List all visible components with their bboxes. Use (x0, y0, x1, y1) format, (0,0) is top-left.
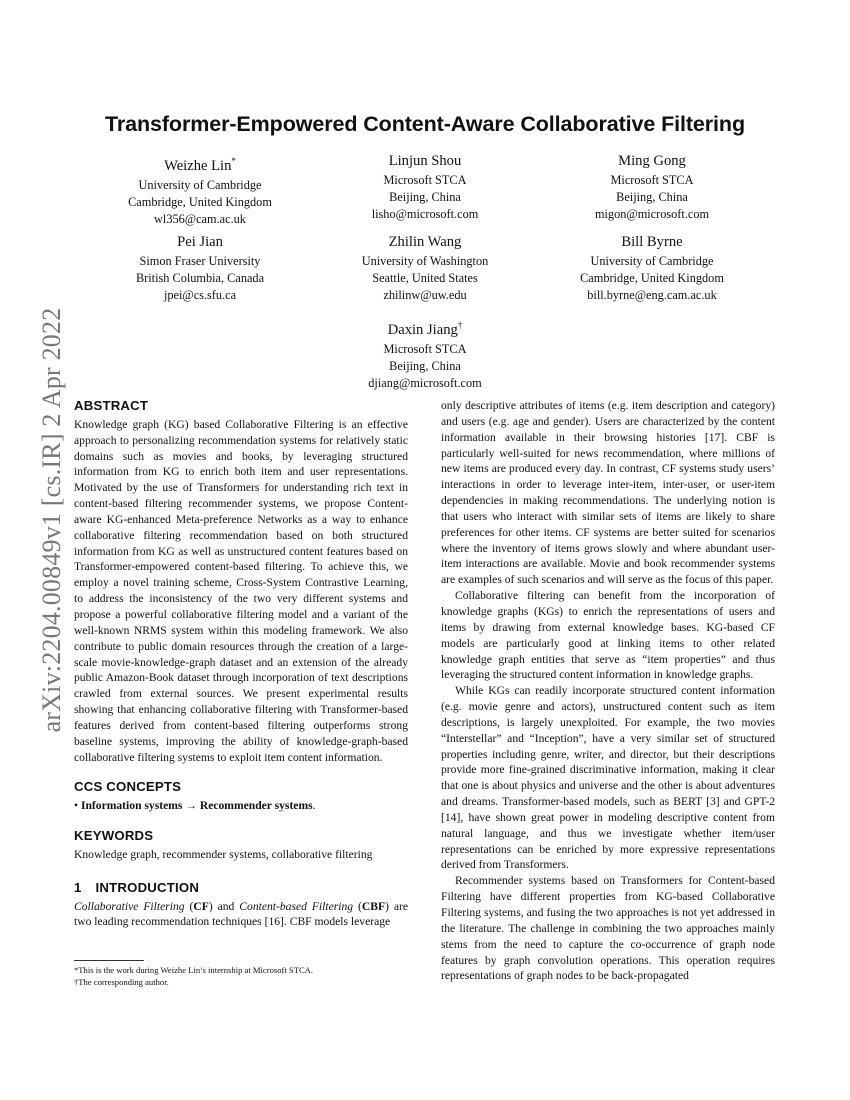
abstract-heading: ABSTRACT (74, 398, 149, 413)
paragraph: Recommender systems based on Transformers for Content-based Filtering have different properties from KG-based Collaborative Filtering systems, and fusing the two approaches is not yet addressed in the literature. The challenge in combining the two approaches mainly stems from the need to capture the co-occurrence of graph node features by graph convolution operations. This operation requires representations of graph nodes to be back-propagated (441, 874, 775, 983)
arxiv-identifier: arXiv:2204.00849v1 [cs.IR] 2 Apr 2022 (37, 307, 66, 733)
author-email[interactable]: jpei@cs.sfu.ca (163, 288, 237, 302)
author-name: Ming Gong (618, 153, 686, 169)
footnote: *This is the work during Weizhe Lin’s internship at Microsoft STCA. (74, 965, 314, 975)
author-affiliation: University of Cambridge (138, 177, 262, 192)
author-affiliation: Microsoft STCA (383, 341, 467, 356)
keywords-heading: KEYWORDS (74, 828, 154, 844)
paragraph: Collaborative filtering can benefit from the incorporation of knowledge graphs (KGs) to enrich the representations of users and items by drawing from external knowledge bases. KG-based CF models are particularly good at linking items to other related knowledge graph entities that serve as “item properties” and thus leveraging the structured content information in knowledge graphs. (441, 589, 775, 682)
ccs-left: Information systems (80, 799, 183, 813)
paragraph: only descriptive attributes of items (e.g. item description and category) and users (e.g. age and gender). Users are characterized by the content information available in their browsing histories [17]. CBF is particularly well-suited for news recommendation, where millions of new items are produced every day. In contrast, CF systems study users’ interactions in order to leverage inter-item, inter-user, or user-item dependencies in making recommendations. The underlying notion is that users who interact with similar sets of items are likely to share preferences for other items. CF systems are better suited for scenarios where the inventory of items grows slowly and where abundant user-item interactions are available. Movie and book recommender systems are examples of such scenarios and will serve as the focus of this paper. (441, 399, 775, 587)
author-email[interactable]: bill.byrne@eng.cam.ac.uk (587, 288, 717, 302)
author-location: Cambridge, United Kingdom (580, 271, 724, 285)
bullet: • (74, 799, 79, 813)
author-email[interactable]: djiang@microsoft.com (368, 375, 482, 390)
author-affiliation: Microsoft STCA (383, 173, 467, 187)
author-affiliation: University of Washington (361, 254, 489, 268)
author-block (305, 233, 545, 304)
author-name: Daxin Jiang† (387, 320, 463, 338)
author-location: British Columbia, Canada (135, 271, 265, 285)
left-column (74, 398, 408, 930)
author-block (80, 233, 320, 304)
footnote-rule (74, 960, 144, 961)
author-email[interactable]: wl356@cam.ac.uk (154, 211, 246, 226)
author-location: Beijing, China (389, 190, 461, 204)
paragraph: While KGs can readily incorporate structured content information (e.g. movie genre and actors), unstructured content such as item descriptions, is largely unexploited. For example, the two movies “Interstellar” and “Inception”, have a very similar set of structured properties including genre, writer, and director, but their descriptions provide more fine-grained discriminative information, making it clear that one is about physics and universe and the other is about adventures and dreams. Transformer-based models, such as BERT [3] and GPT-2 [14], have shown great power in modeling descriptive content from natural language, and thus we investigate whether item/user representations can be enriched by more expressive representations derived from Transformers. (441, 684, 775, 872)
intro-paragraph: Collaborative Filtering (CF) and Content-based Filtering (CBF) are two leading recommendation techniques [16]. CBF models leverage (74, 899, 409, 929)
author-name: Bill Byrne (621, 234, 683, 250)
paper-title: Transformer-Empowered Content-Aware Collaborative Filtering (104, 112, 745, 136)
author-name: Weizhe Lin* (164, 156, 236, 174)
author-location: Beijing, China (389, 358, 461, 373)
author-location: Cambridge, United Kingdom (128, 194, 272, 209)
author-affiliation: Microsoft STCA (610, 173, 694, 187)
ccs-concepts: • Information systems → Recommender systems. (74, 799, 316, 813)
ccs-heading: CCS CONCEPTS (74, 779, 182, 795)
author-block (80, 152, 320, 228)
author-affiliation: Simon Fraser University (139, 254, 261, 268)
ccs-right: Recommender systems (199, 799, 313, 813)
introduction-heading: 1 INTRODUCTION (74, 879, 200, 895)
footnote: †The corresponding author. (74, 977, 169, 987)
right-column (441, 398, 775, 984)
affiliation-mark: † (457, 320, 463, 330)
author-name: Zhilin Wang (388, 234, 462, 250)
author-name: Linjun Shou (388, 153, 462, 169)
author-location: Seattle, United States (372, 271, 478, 285)
author-email[interactable]: lisho@microsoft.com (371, 207, 479, 221)
author-block (532, 233, 772, 304)
author-block (305, 316, 545, 392)
arrow-icon: → (185, 799, 197, 813)
keywords-text: Knowledge graph, recommender systems, collaborative filtering (74, 847, 373, 861)
author-email[interactable]: zhilinw@uw.edu (383, 288, 467, 302)
author-name: Pei Jian (177, 234, 223, 250)
author-block (305, 152, 545, 223)
footnotes (74, 960, 414, 988)
author-block (532, 152, 772, 223)
author-location: Beijing, China (616, 190, 688, 204)
author-affiliation: University of Cambridge (590, 254, 714, 268)
author-email[interactable]: migon@microsoft.com (594, 207, 710, 221)
abstract-text: Knowledge graph (KG) based Collaborative Filtering is an effective approach to personalizing recommendation systems for relatively static domains such as movies and books, by leveraging structured information from KG to enrich both item and user representations. Motivated by the use of Transformers for understanding rich text in content-based filtering recommender systems, we propose Content-aware KG-enhanced Meta-preference Networks as a way to enhance collaborative filtering recommendation based on both structured information from KG as well as unstructured content features based on Transformer-empowered content-based filtering. To achieve this, we employ a novel training scheme, Cross-System Contrastive Learning, to address the inconsistency of the two very different systems and propose a powerful collaborative filtering model and a variant of the well-known NRMS system within this modeling framework. We also contribute to public domain resources through the creation of a large-scale movie-knowledge-graph dataset and an extension of the already public Amazon-Book dataset through incorporation of text descriptions crawled from external sources. We present experimental results showing that enhancing collaborative filtering with Transformer-based features derived from content-based filtering outperforms strong baseline systems, improving the ability of knowledge-graph-based collaborative filtering systems to exploit item content information. (74, 417, 408, 764)
affiliation-mark: * (231, 156, 236, 166)
